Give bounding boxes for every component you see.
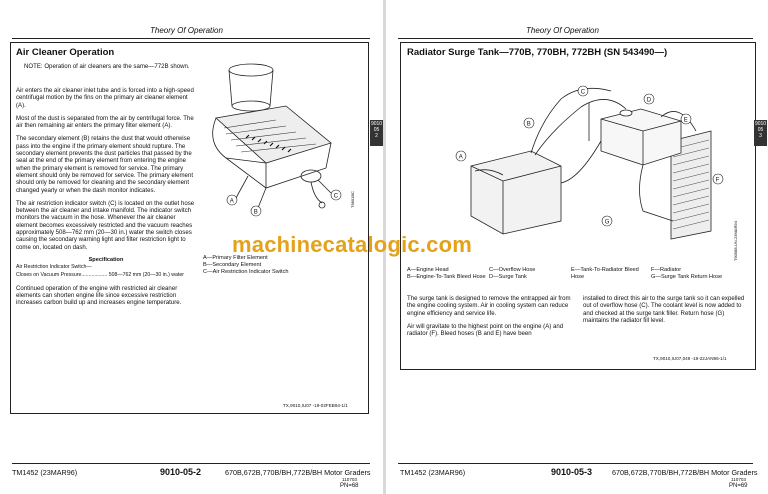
left-footer-small: 110703: [342, 477, 357, 482]
left-page-number: 9010-05-2: [160, 467, 202, 477]
callout-b: B: [253, 209, 258, 216]
callout-a: A: [229, 198, 234, 205]
left-figure-ref: T6801BC: [350, 191, 355, 208]
right-paragraph-3: installed to direct this air to the surge tank so it can expelled out of overflow hose (C). The coolant level is now added to and checked at the surge tank filler. Return hose (G) maintains the radiator fill level.: [583, 295, 745, 324]
left-header-rule: [12, 38, 370, 39]
side-tab-group: 05: [373, 127, 380, 133]
left-header-title: Theory Of Operation: [150, 26, 223, 35]
left-legend: [203, 255, 289, 276]
right-paragraph-2: Air will gravitate to the highest point on the engine (A) and radiator (F). Bleed hoses (B and E) have been: [407, 322, 564, 338]
callout-c: C: [333, 193, 339, 200]
legend-engine-head: A—Engine Head: [407, 267, 449, 273]
right-page-number: 9010-05-3: [551, 467, 593, 477]
left-footer-manual: TM1452 (23MAR96): [12, 468, 78, 477]
callout-a-right: A: [458, 154, 463, 161]
right-legend-col4: [651, 267, 751, 281]
paragraph-4: The air restriction indicator switch (C) is located on the outlet hose between the air cleaner and intake manifold. The indicator switch monitors the vacuum in the hose. Whenever the air cleaner element becomes excessively restricted and the vacuum reaches approximately 508—762 mm (20—30 in.) water the switch closes causing the secondary warning light and filter restriction light to come on, located on dash.: [16, 199, 195, 251]
legend-bleed-hose: B—Engine-To-Tank Bleed Hose: [407, 274, 486, 280]
left-pn: PN=68: [340, 483, 359, 489]
left-footer-models: 670B,672B,770B/BH,772B/BH Motor Graders: [225, 468, 371, 477]
left-body-text: [16, 87, 196, 313]
right-header-rule: [398, 38, 753, 39]
note-text: NOTE: Operation of air cleaners are the same—772B shown.: [24, 63, 190, 70]
legend-b: B—Secondary Element: [203, 262, 262, 268]
legend-c: C—Air Restriction Indicator Switch: [203, 269, 289, 275]
callout-g-right: G: [604, 219, 610, 226]
callout-d-right: D: [646, 97, 652, 104]
left-section-title: Air Cleaner Operation: [16, 47, 115, 58]
right-footer-models: 670B,672B,770B/BH,772B/BH Motor Graders: [612, 468, 758, 477]
right-footer-small: 110703: [731, 477, 746, 482]
paragraph-3: The secondary element (B) retains the dust that would otherwise pass into the engine if the primary element should rupture. The secondary element prevents the dust particles that passed by the seal at the end of the primary element from entering the engine when the primary element is removed for service. The primary element should only be removed for service. The primary element should only be removed for cleaning and the secondary element changed yearly or when the dash monitor indicates.: [16, 135, 194, 194]
right-section-title: Radiator Surge Tank—770B, 770BH, 772BH (SN 543490—): [407, 47, 668, 58]
spec-line: Closes on Vacuum Pressure.................. 508—762 mm (20—30 in.) water: [16, 271, 184, 278]
watermark-text: machinecatalogic.com: [232, 232, 472, 257]
right-footer-rule: [398, 463, 753, 464]
surge-tank-illustration: [411, 71, 738, 261]
left-content-box: [10, 42, 369, 414]
right-body-col1: [407, 295, 572, 343]
right-legend-col3: [571, 267, 647, 281]
right-figure-ref: T90588-UN-23MAR94: [733, 221, 738, 261]
side-tab-group-right: 05: [757, 127, 764, 133]
side-tab-section-right: 9010: [754, 121, 767, 127]
right-legend-col1: [407, 267, 487, 281]
right-paragraph-1: The surge tank is designed to remove the entrapped air from the engine cooling system. Air in cooling system can reduce engine efficiency and service life.: [407, 295, 571, 317]
right-side-tab: [754, 120, 767, 146]
left-note: [16, 63, 196, 76]
right-header-title: Theory Of Operation: [526, 26, 599, 35]
callout-c-right: C: [580, 89, 586, 96]
right-content-box: [400, 42, 756, 370]
callout-b-right: B: [526, 121, 531, 128]
paragraph-1: Air enters the air cleaner inlet tube and is forced into a high-speed centrifugal motion by the fins on the primary air cleaner element (A).: [16, 87, 194, 109]
right-legend-col2: [489, 267, 569, 281]
legend-return-hose: G—Surge Tank Return Hose: [651, 274, 723, 280]
paragraph-2: Most of the dust is separated from the air by centrifugal force. The air then remaining air enters the primary filter element (A).: [16, 114, 194, 130]
left-side-tab: [370, 120, 383, 146]
callout-f-right: F: [715, 177, 720, 184]
legend-tank-radiator-hose: E—Tank-To-Radiator Bleed Hose: [571, 267, 639, 280]
side-tab-section: 9010: [370, 121, 383, 127]
right-body-col2: [583, 295, 748, 330]
legend-surge-tank: D—Surge Tank: [489, 274, 527, 280]
right-footer-manual: TM1452 (23MAR96): [400, 468, 466, 477]
callout-e-right: E: [683, 117, 688, 124]
right-pn: PN=69: [729, 483, 748, 489]
legend-overflow-hose: C—Overflow Hose: [489, 267, 536, 273]
air-cleaner-illustration: [206, 58, 356, 218]
legend-radiator: F—Radiator: [651, 267, 682, 273]
right-ref-code: TX,9010,IU07,049 -19-22JAN96-1/1: [653, 356, 727, 361]
side-tab-page: 2: [375, 133, 378, 139]
legend-a: A—Primary Filter Element: [203, 255, 268, 261]
spec-item: Air Restriction Indicator Switch—: [16, 264, 92, 271]
side-tab-page-right: 3: [759, 133, 762, 139]
final-paragraph: Continued operation of the engine with restricted air cleaner elements can shorten engine life since excessive restriction increases carbon build up and increases engine temperature.: [16, 284, 182, 307]
spec-heading: Specification: [88, 256, 124, 263]
left-ref-code: TX,9010,IU07 -19-02FEB94-1/1: [283, 403, 348, 408]
left-footer-rule: [12, 463, 370, 464]
